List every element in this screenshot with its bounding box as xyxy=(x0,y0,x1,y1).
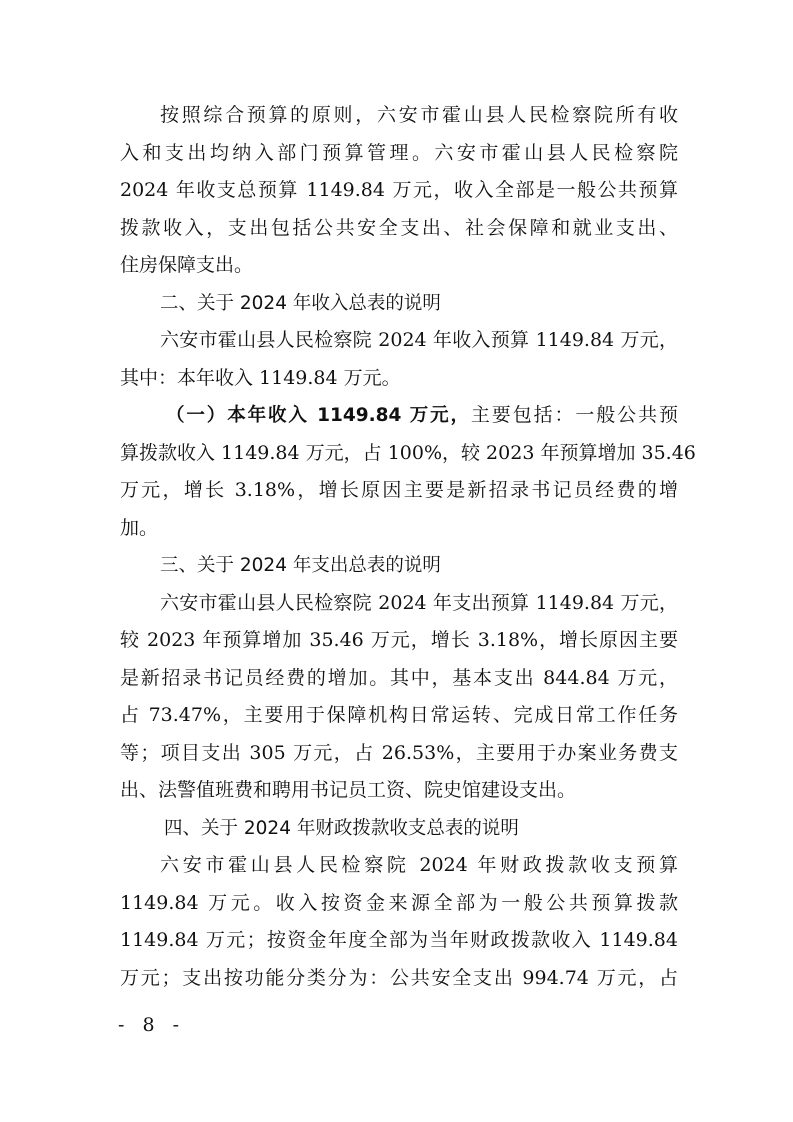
fiscal-paragraph-line: 六安市霍山县人民检察院 2024 年财政拨款收支预算 xyxy=(160,854,678,876)
income-paragraph-line: 六安市霍山县人民检察院 2024 年收入预算 1149.84 万元， xyxy=(160,329,678,351)
income-subsection-first-line xyxy=(120,397,678,435)
intro-line: 住房保障支出。 xyxy=(120,254,254,276)
intro-line: 入和支出均纳入部门预算管理。六安市霍山县人民检察院 xyxy=(120,141,678,164)
income-subsection-title: （一）本年收入 1149.84 万元， xyxy=(166,405,471,426)
intro-line: 2024 年收支总预算 1149.84 万元，收入全部是一般公共预算 xyxy=(120,179,678,201)
income-subsection-line: 算拨款收入 1149.84 万元，占 100%，较 2023 年预算增加 35.46 xyxy=(120,441,696,464)
income-subsection-text: 主要包括：一般公共预 xyxy=(470,404,678,426)
section-heading-income: 二、关于 2024 年收入总表的说明 xyxy=(160,292,441,314)
expenditure-paragraph-line: 较 2023 年预算增加 35.46 万元，增长 3.18%，增长原因主要 xyxy=(120,629,678,651)
expenditure-paragraph-line: 等；项目支出 305 万元，占 26.53%，主要用于办案业务费支 xyxy=(120,741,678,764)
expenditure-paragraph-line: 出、法警值班费和聘用书记员工资、院史馆建设支出。 xyxy=(120,779,577,801)
income-paragraph-line: 其中：本年收入 1149.84 万元。 xyxy=(120,366,401,389)
section-heading-expenditure: 三、关于 2024 年支出总表的说明 xyxy=(160,555,441,576)
section-heading-fiscal-allocation: 四、关于 2024 年财政拨款收支总表的说明 xyxy=(164,817,519,839)
page-number: - 8 - xyxy=(118,1014,186,1036)
intro-line: 拨款收入，支出包括公共安全支出、社会保障和就业支出、 xyxy=(120,216,678,239)
expenditure-paragraph-line: 占 73.47%，主要用于保障机构日常运转、完成日常工作任务 xyxy=(120,704,678,726)
income-subsection-line: 加。 xyxy=(120,516,159,539)
fiscal-paragraph-line: 万元；支出按功能分类分为：公共安全支出 994.74 万元，占 xyxy=(120,966,678,989)
fiscal-paragraph-line: 1149.84 万元。收入按资金来源全部为一般公共预算拨款 xyxy=(120,891,678,914)
income-subsection-line: 万元，增长 3.18%，增长原因主要是新招录书记员经费的增 xyxy=(120,479,678,501)
intro-line: 按照综合预算的原则，六安市霍山县人民检察院所有收 xyxy=(160,104,678,126)
document-body xyxy=(120,97,696,997)
expenditure-paragraph-line: 六安市霍山县人民检察院 2024 年支出预算 1149.84 万元， xyxy=(160,591,678,614)
fiscal-paragraph-line: 1149.84 万元；按资金年度全部为当年财政拨款收入 1149.84 xyxy=(120,929,678,951)
expenditure-paragraph-line: 是新招录书记员经费的增加。其中，基本支出 844.84 万元， xyxy=(120,666,678,689)
